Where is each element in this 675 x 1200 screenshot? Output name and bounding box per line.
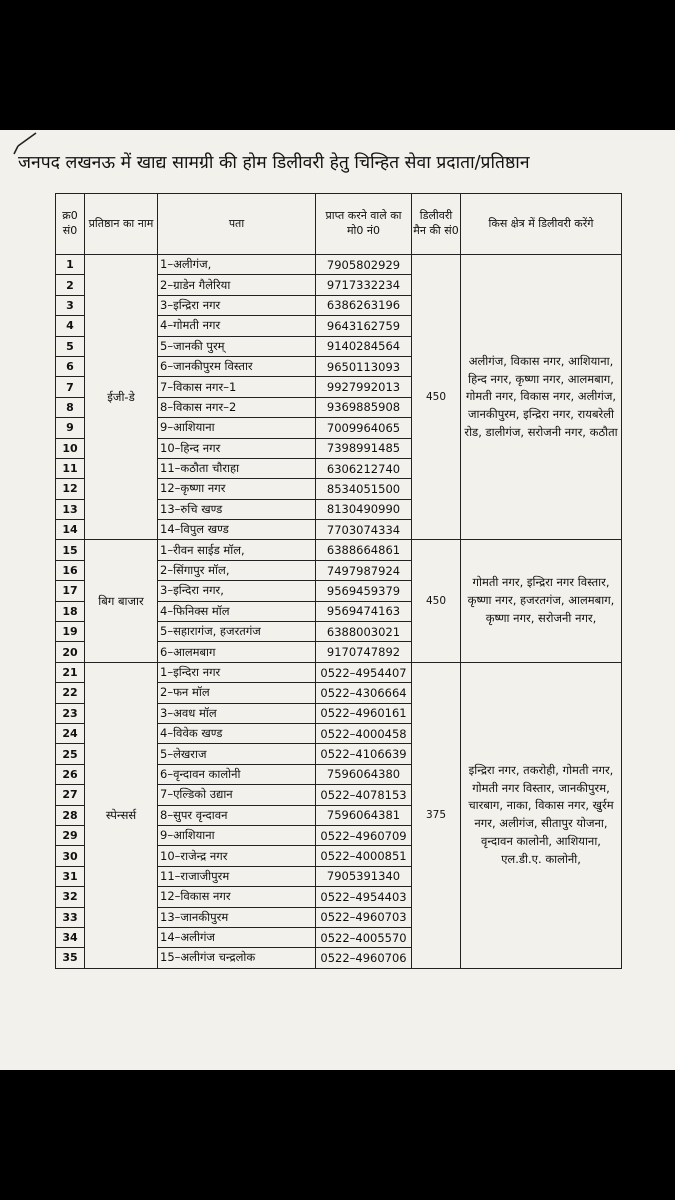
- phone-cell: 0522–4960161: [316, 703, 412, 723]
- header-address: पता: [158, 194, 316, 255]
- phone-cell: 9650113093: [316, 356, 412, 376]
- address-cell: 5–सहारागंज, हजरतगंज: [158, 622, 316, 642]
- address-cell: 8–सुपर वृन्दावन: [158, 805, 316, 825]
- address-cell: 11–राजाजीपुरम: [158, 866, 316, 886]
- address-cell: 4–फिनिक्स मॉल: [158, 601, 316, 621]
- phone-cell: 0522–4960709: [316, 825, 412, 845]
- address-cell: 14–अलीगंज: [158, 927, 316, 947]
- phone-cell: 9569459379: [316, 581, 412, 601]
- delivery-men-cell: 450: [412, 540, 461, 662]
- serial-number-cell: 4: [56, 316, 85, 336]
- phone-cell: 9643162759: [316, 316, 412, 336]
- phone-cell: 0522–4954407: [316, 662, 412, 682]
- address-cell: 9–आशियाना: [158, 825, 316, 845]
- phone-cell: 7009964065: [316, 418, 412, 438]
- table-row: [56, 662, 622, 682]
- serial-number-cell: 3: [56, 295, 85, 315]
- address-cell: 3–अवध मॉल: [158, 703, 316, 723]
- phone-cell: 9140284564: [316, 336, 412, 356]
- page-title: जनपद लखनऊ में खाद्य सामग्री की होम डिलीवरी हेतु चिन्हित सेवा प्रदाता/प्रतिष्ठान: [18, 153, 530, 173]
- serial-number-cell: 13: [56, 499, 85, 519]
- serial-number-cell: 23: [56, 703, 85, 723]
- address-cell: 2–ग्राडेन गैलेरिया: [158, 275, 316, 295]
- serial-number-cell: 9: [56, 418, 85, 438]
- header-row: [56, 194, 622, 255]
- phone-cell: 0522–4078153: [316, 785, 412, 805]
- establishment-name-cell: स्पेन्सर्स: [85, 662, 158, 968]
- address-cell: 3–इन्दिरा नगर,: [158, 581, 316, 601]
- address-cell: 2–सिंगापुर मॉल,: [158, 560, 316, 580]
- phone-cell: 7905391340: [316, 866, 412, 886]
- serial-number-cell: 10: [56, 438, 85, 458]
- serial-number-cell: 16: [56, 560, 85, 580]
- serial-number-cell: 22: [56, 683, 85, 703]
- serial-number-cell: 1: [56, 255, 85, 275]
- phone-cell: 8534051500: [316, 479, 412, 499]
- address-cell: 6–आलमबाग: [158, 642, 316, 662]
- address-cell: 4–विवेक खण्ड: [158, 723, 316, 743]
- address-cell: 13–रुचि खण्ड: [158, 499, 316, 519]
- address-cell: 10–हिन्द नगर: [158, 438, 316, 458]
- table-row: [56, 540, 622, 560]
- address-cell: 1–रीवन साईड मॉल,: [158, 540, 316, 560]
- serial-number-cell: 20: [56, 642, 85, 662]
- address-cell: 1–अलीगंज,: [158, 255, 316, 275]
- serial-number-cell: 21: [56, 662, 85, 682]
- serial-number-cell: 34: [56, 927, 85, 947]
- header-delivery-areas: किस क्षेत्र में डिलीवरी करेंगे: [461, 194, 622, 255]
- serial-number-cell: 7: [56, 377, 85, 397]
- serial-number-cell: 29: [56, 825, 85, 845]
- serial-number-cell: 32: [56, 887, 85, 907]
- phone-cell: 9569474163: [316, 601, 412, 621]
- phone-cell: 9717332234: [316, 275, 412, 295]
- serial-number-cell: 17: [56, 581, 85, 601]
- serial-number-cell: 25: [56, 744, 85, 764]
- address-cell: 6–जानकीपुरम विस्तार: [158, 356, 316, 376]
- phone-cell: 0522–4005570: [316, 927, 412, 947]
- phone-cell: 0522–4954403: [316, 887, 412, 907]
- phone-cell: 0522–4960706: [316, 948, 412, 968]
- phone-cell: 7398991485: [316, 438, 412, 458]
- serial-number-cell: 12: [56, 479, 85, 499]
- delivery-providers-table: [55, 193, 622, 969]
- serial-number-cell: 6: [56, 356, 85, 376]
- phone-cell: 0522–4106639: [316, 744, 412, 764]
- delivery-areas-cell: अलीगंज, विकास नगर, आशियाना, हिन्द नगर, कृष्णा नगर, आलमबाग, गोमती नगर, विकास नगर, अलीगंज, जानकीपुरम, इन्द्रिरा नगर, रायबरेली रोड, डालीगंज, सरोजनी नगर, कठौता: [461, 255, 622, 540]
- phone-cell: 7703074334: [316, 520, 412, 540]
- serial-number-cell: 27: [56, 785, 85, 805]
- header-serial: क्र0 सं0: [56, 194, 85, 255]
- address-cell: 6–वृन्दावन कालोनी: [158, 764, 316, 784]
- address-cell: 11–कठौता चौराहा: [158, 458, 316, 478]
- phone-cell: 9927992013: [316, 377, 412, 397]
- document-page: [0, 130, 675, 1070]
- serial-number-cell: 24: [56, 723, 85, 743]
- delivery-areas-cell: गोमती नगर, इन्द्रिरा नगर विस्तार, कृष्णा नगर, हजरतगंज, आलमबाग, कृष्णा नगर, सरोजनी नगर,: [461, 540, 622, 662]
- phone-cell: 6306212740: [316, 458, 412, 478]
- serial-number-cell: 5: [56, 336, 85, 356]
- phone-cell: 6386263196: [316, 295, 412, 315]
- establishment-name-cell: ईजी-डे: [85, 255, 158, 540]
- address-cell: 1–इन्दिरा नगर: [158, 662, 316, 682]
- serial-number-cell: 18: [56, 601, 85, 621]
- phone-cell: 7596064381: [316, 805, 412, 825]
- address-cell: 4–गोमती नगर: [158, 316, 316, 336]
- header-delivery-men: डिलीवरी मैन की सं0: [412, 194, 461, 255]
- serial-number-cell: 33: [56, 907, 85, 927]
- address-cell: 13–जानकीपुरम: [158, 907, 316, 927]
- header-phone: प्राप्त करने वाले का मो0 नं0: [316, 194, 412, 255]
- address-cell: 3–इन्द्रिरा नगर: [158, 295, 316, 315]
- serial-number-cell: 35: [56, 948, 85, 968]
- address-cell: 10–राजेन्द्र नगर: [158, 846, 316, 866]
- delivery-men-cell: 450: [412, 255, 461, 540]
- phone-cell: 0522–4000458: [316, 723, 412, 743]
- serial-number-cell: 8: [56, 397, 85, 417]
- phone-cell: 8130490990: [316, 499, 412, 519]
- address-cell: 12–कृष्णा नगर: [158, 479, 316, 499]
- address-cell: 8–विकास नगर–2: [158, 397, 316, 417]
- address-cell: 5–लेखराज: [158, 744, 316, 764]
- serial-number-cell: 30: [56, 846, 85, 866]
- serial-number-cell: 19: [56, 622, 85, 642]
- phone-cell: 6388003021: [316, 622, 412, 642]
- address-cell: 9–आशियाना: [158, 418, 316, 438]
- address-cell: 7–विकास नगर–1: [158, 377, 316, 397]
- phone-cell: 9170747892: [316, 642, 412, 662]
- delivery-men-cell: 375: [412, 662, 461, 968]
- serial-number-cell: 2: [56, 275, 85, 295]
- table-row: [56, 255, 622, 275]
- address-cell: 12–विकास नगर: [158, 887, 316, 907]
- phone-cell: 0522–4306664: [316, 683, 412, 703]
- address-cell: 5–जानकी पुरम्: [158, 336, 316, 356]
- address-cell: 15–अलीगंज चन्द्रलोक: [158, 948, 316, 968]
- phone-cell: 6388664861: [316, 540, 412, 560]
- phone-cell: 0522–4960703: [316, 907, 412, 927]
- phone-cell: 9369885908: [316, 397, 412, 417]
- address-cell: 14–विपुल खण्ड: [158, 520, 316, 540]
- phone-cell: 7596064380: [316, 764, 412, 784]
- serial-number-cell: 26: [56, 764, 85, 784]
- serial-number-cell: 15: [56, 540, 85, 560]
- establishment-name-cell: बिग बाजार: [85, 540, 158, 662]
- header-establishment: प्रतिष्ठान का नाम: [85, 194, 158, 255]
- phone-cell: 7905802929: [316, 255, 412, 275]
- serial-number-cell: 14: [56, 520, 85, 540]
- phone-cell: 0522–4000851: [316, 846, 412, 866]
- address-cell: 2–फन मॉल: [158, 683, 316, 703]
- delivery-areas-cell: इन्द्रिरा नगर, तकरोही, गोमती नगर, गोमती नगर विस्तार, जानकीपुरम, चारबाग, नाका, विकास नगर, खुर्रम नगर, अलीगंज, सीतापुर योजना, वृन्दावन कालोनी, आशियाना, एल.डी.ए. कालोनी,: [461, 662, 622, 968]
- address-cell: 7–एल्डिको उद्यान: [158, 785, 316, 805]
- serial-number-cell: 11: [56, 458, 85, 478]
- serial-number-cell: 31: [56, 866, 85, 886]
- serial-number-cell: 28: [56, 805, 85, 825]
- phone-cell: 7497987924: [316, 560, 412, 580]
